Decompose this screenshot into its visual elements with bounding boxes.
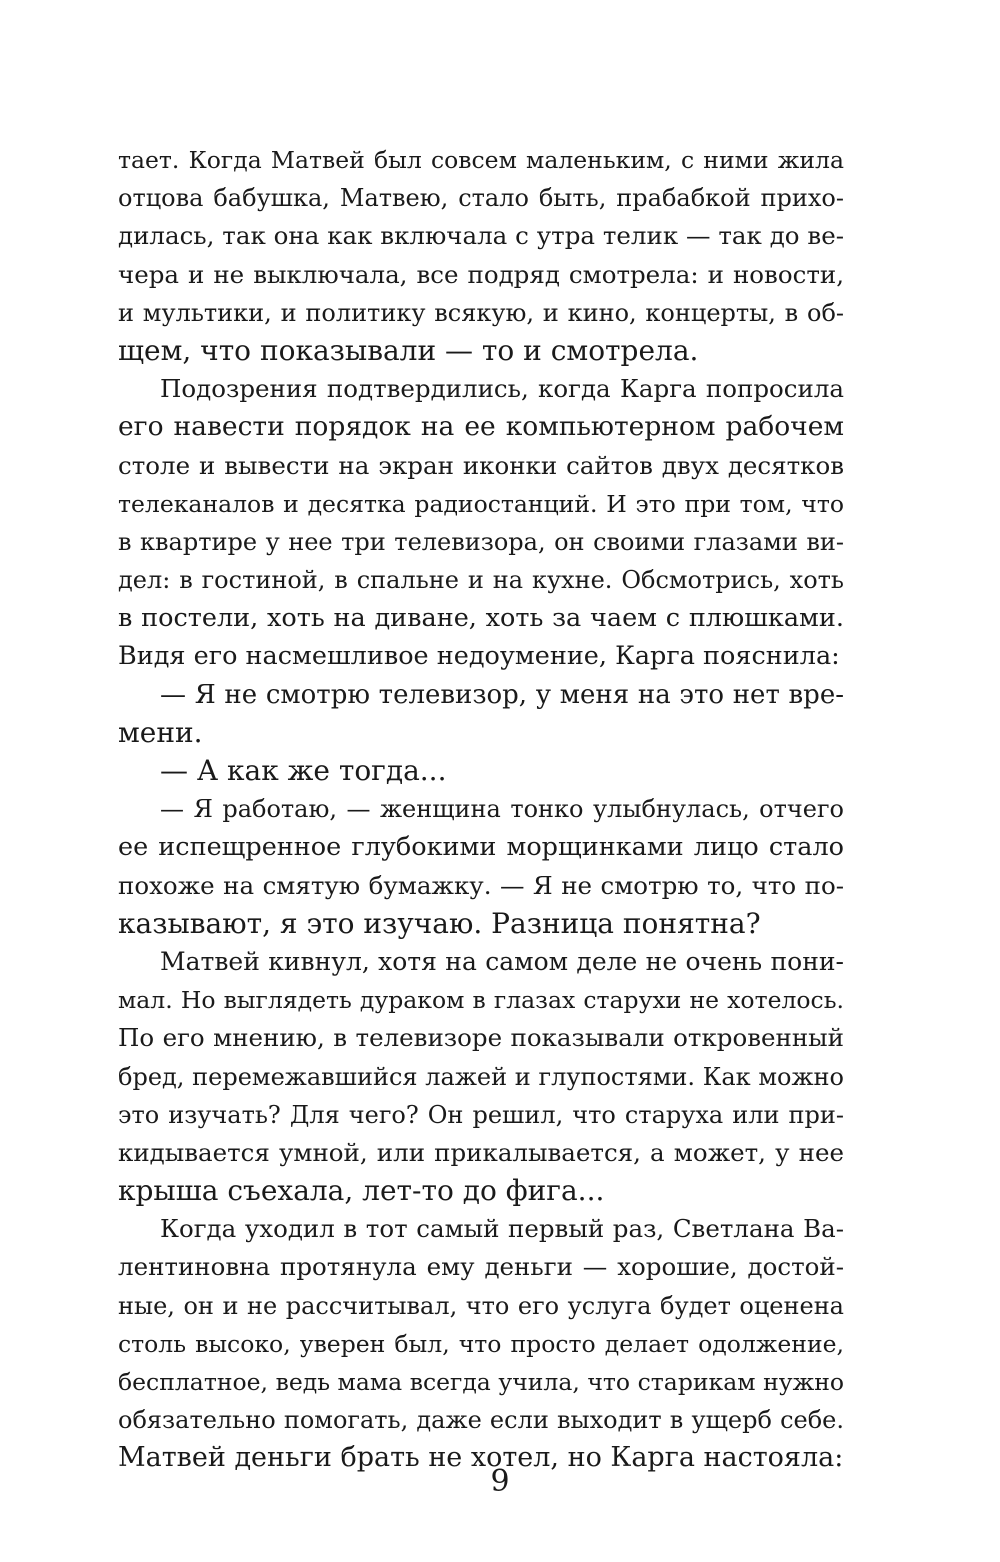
- text-line: телеканалов и десятка радиостанций. И это при том, что: [118, 489, 844, 518]
- text-line: — Я не смотрю телевизор, у меня на это нет вре-: [160, 679, 844, 710]
- text-line: — Я работаю, — женщина тонко улыбнулась, отчего: [160, 795, 844, 824]
- text-line: мал. Но выглядеть дураком в глазах старухи не хотелось.: [118, 986, 844, 1015]
- text-line: мени.: [118, 715, 203, 749]
- text-line: бред, перемежавшийся лажей и глупостями. Как можно: [118, 1062, 844, 1091]
- text-line: столе и вывести на экран иконки сайтов двух десятков: [118, 450, 844, 480]
- text-line: чера и не выключала, все подряд смотрела: и новости,: [118, 259, 844, 289]
- text-line: похоже на смятую бумажку. — Я не смотрю то, что по-: [118, 870, 844, 900]
- text-line: это изучать? Для чего? Он решил, что старуха или при-: [118, 1100, 844, 1129]
- text-line: Матвей деньги брать не хотел, но Карга настояла:: [118, 1442, 844, 1474]
- text-line: Матвей кивнул, хотя на самом деле не очень пони-: [160, 946, 844, 976]
- text-line: в постели, хоть на диване, хоть за чаем с плюшками.: [118, 603, 844, 634]
- text-line: и мультики, и политику всякую, и кино, концерты, в об-: [118, 298, 844, 327]
- dialogue-paragraph: [118, 752, 844, 790]
- text-line: бесплатное, ведь мама всегда учила, что старикам нужно: [118, 1368, 844, 1396]
- text-line: столь высоко, уверен был, что просто делает одолжение,: [118, 1329, 844, 1358]
- dialogue-paragraph: [118, 676, 844, 752]
- text-line: обязательно помогать, даже если выходит в ущерб себе.: [118, 1406, 844, 1435]
- paragraph: [118, 943, 844, 1210]
- text-line: кидывается умной, или прикалывается, а может, у нее: [118, 1137, 844, 1167]
- text-line: Подозрения подтвердились, когда Карга попросила: [160, 374, 844, 404]
- page-number: 9: [490, 1464, 510, 1499]
- book-page-text: [118, 141, 844, 1478]
- dialogue-paragraph: [118, 790, 844, 943]
- text-line: дел: в гостиной, в спальне и на кухне. Обсмотрись, хоть: [118, 566, 844, 595]
- text-line: лентиновна протянула ему деньги — хорошие, достой-: [118, 1252, 844, 1282]
- text-line: ее испещренное глубокими морщинками лицо стало: [118, 832, 844, 863]
- text-line: Когда уходил в тот самый первый раз, Светлана Ва-: [160, 1214, 844, 1244]
- paragraph: [118, 141, 844, 370]
- text-line: По его мнению, в телевизоре показывали откровенный: [118, 1023, 844, 1053]
- text-line: отцова бабушка, Матвею, стало быть, прабабкой прихо-: [118, 184, 844, 213]
- text-line: щем, что показывали — то и смотрела.: [118, 333, 699, 367]
- text-line: Видя его насмешливое недоумение, Карга пояснила:: [118, 641, 840, 672]
- text-line: ные, он и не рассчитывал, что его услуга будет оценена: [118, 1291, 844, 1320]
- text-line: — А как же тогда...: [160, 754, 447, 787]
- text-line: в квартире у нее три телевизора, он своими глазами ви-: [118, 527, 844, 556]
- text-line: тает. Когда Матвей был совсем маленьким, с ними жила: [118, 146, 844, 174]
- text-line: крыша съехала, лет-то до фига...: [118, 1174, 605, 1208]
- text-line: казывают, я это изучаю. Разница понятна?: [118, 906, 761, 940]
- paragraph: [118, 370, 844, 676]
- paragraph: [118, 1210, 844, 1477]
- text-line: его навести порядок на ее компьютерном рабочем: [118, 411, 844, 443]
- text-line: дилась, так она как включала с утра телик — так до ве-: [118, 221, 844, 251]
